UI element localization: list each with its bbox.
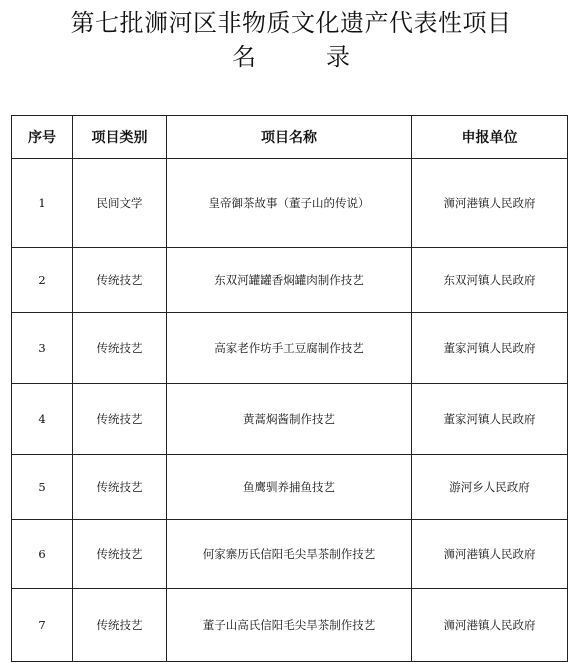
cell-applicant: 董家河镇人民政府 xyxy=(412,384,568,455)
subtitle-char-1: 名 xyxy=(232,43,256,71)
cell-index: 4 xyxy=(12,384,73,455)
cell-project-name: 东双河罐罐香焖罐肉制作技艺 xyxy=(167,248,412,313)
cell-project-name: 何家寨历氏信阳毛尖旱茶制作技艺 xyxy=(167,520,412,589)
cell-applicant: 董家河镇人民政府 xyxy=(412,313,568,384)
cell-project-name: 皇帝御茶故事（董子山的传说） xyxy=(167,159,412,248)
cell-category: 传统技艺 xyxy=(73,384,167,455)
header-category: 项目类别 xyxy=(73,116,167,159)
cell-index: 7 xyxy=(12,589,73,662)
cell-index: 2 xyxy=(12,248,73,313)
heritage-list-table xyxy=(11,115,568,662)
cell-applicant: 浉河港镇人民政府 xyxy=(412,520,568,589)
cell-category: 传统技艺 xyxy=(73,313,167,384)
table-row xyxy=(12,384,568,455)
table-header-row xyxy=(12,116,568,159)
table-row xyxy=(12,589,568,662)
table-row xyxy=(12,248,568,313)
cell-applicant: 浉河港镇人民政府 xyxy=(412,159,568,248)
cell-project-name: 黄蒿焖酱制作技艺 xyxy=(167,384,412,455)
document-subtitle xyxy=(0,42,582,72)
header-index: 序号 xyxy=(12,116,73,159)
cell-category: 传统技艺 xyxy=(73,589,167,662)
cell-project-name: 鱼鹰驯养捕鱼技艺 xyxy=(167,455,412,520)
cell-index: 5 xyxy=(12,455,73,520)
table-row xyxy=(12,455,568,520)
cell-applicant: 游河乡人民政府 xyxy=(412,455,568,520)
cell-index: 1 xyxy=(12,159,73,248)
header-applicant: 申报单位 xyxy=(412,116,568,159)
table-row xyxy=(12,313,568,384)
header-project-name: 项目名称 xyxy=(167,116,412,159)
table-row xyxy=(12,159,568,248)
cell-index: 6 xyxy=(12,520,73,589)
cell-project-name: 高家老作坊手工豆腐制作技艺 xyxy=(167,313,412,384)
cell-project-name: 董子山高氏信阳毛尖旱茶制作技艺 xyxy=(167,589,412,662)
cell-category: 传统技艺 xyxy=(73,455,167,520)
subtitle-char-2: 录 xyxy=(326,43,350,71)
cell-category: 民间文学 xyxy=(73,159,167,248)
cell-category: 传统技艺 xyxy=(73,520,167,589)
document-title: 第七批浉河区非物质文化遗产代表性项目 xyxy=(70,9,512,37)
table-row xyxy=(12,520,568,589)
cell-applicant: 东双河镇人民政府 xyxy=(412,248,568,313)
cell-category: 传统技艺 xyxy=(73,248,167,313)
cell-applicant: 浉河港镇人民政府 xyxy=(412,589,568,662)
cell-index: 3 xyxy=(12,313,73,384)
